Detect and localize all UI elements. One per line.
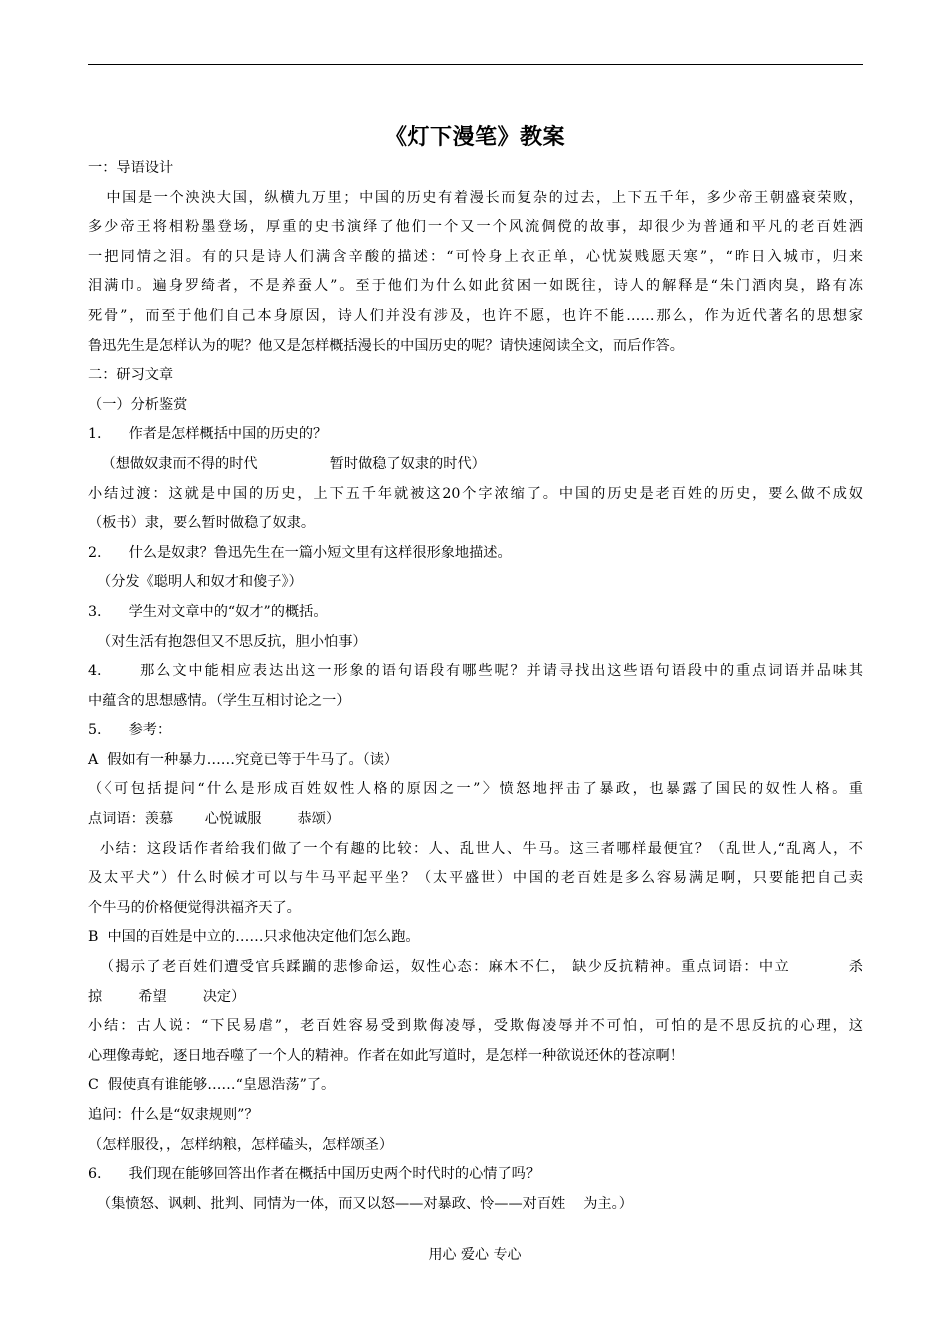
text-line: C 假使真有谁能够……“皇恩浩荡”了。 [88,1077,336,1094]
text-line: （分发《聪明人和奴才和傻子》） [88,574,303,591]
text-line: 追问：什么是“奴隶规则”？ [88,1107,259,1123]
text-line: 死骨”，而至于他们自己本身原因，诗人们并没有涉及，也许不愿，也许不能……那么，作为近代著名的思想家 [88,307,863,324]
text-line: （〈可包括提问“什么是形成百姓奴性人格的原因之一”〉愤怒地抨击了暴政，也暴露了国民的奴性人格。重 [88,781,863,798]
text-line: 1. 作者是怎样概括中国的历史的？ [88,426,328,443]
text-line: 点词语：羡慕 心悦诚服 恭颂） [88,811,341,828]
text-line: 一把同情之泪。有的只是诗人们满含辛酸的描述：“可怜身上衣正单，心忧炭贱愿天寒”，“昨日入城市，归来 [88,248,863,265]
text-line: 中蕴含的思想感情。（学生互相讨论之一） [88,692,351,709]
text-line: （揭示了老百姓们遭受官兵蹂躏的悲惨命运，奴性心态：麻木不仁， 缺少反抗精神。重点词语：中立 杀 [88,959,863,976]
header-rule [88,64,863,65]
text-line: （板书）隶，要么暂时做稳了奴隶。 [88,515,316,532]
text-line: 鲁迅先生是怎样认为的呢？他又是怎样概括漫长的中国历史的呢？请快速阅读全文，而后作答。 [88,337,684,354]
text-line: （一）分析鉴赏 [88,396,188,413]
text-line: 4. 那么文中能相应表达出这一形象的语句语段有哪些呢？并请寻找出这些语句语段中的重点词语并品味其 [88,663,863,680]
text-line: 6. 我们现在能够回答出作者在概括中国历史两个时代时的心情了吗？ [88,1166,541,1183]
text-line: 二：研习文章 [88,367,174,384]
text-line: （想做奴隶而不得的时代 暂时做稳了奴隶的时代） [88,455,486,472]
text-line: 2. 什么是奴隶？鲁迅先生在一篇小短文里有这样很形象地描述。 [88,544,512,561]
text-line: （怎样服役，，怎样纳粮，怎样磕头，怎样颂圣） [88,1136,394,1153]
text-line: 3. 学生对文章中的“奴才”的概括。 [88,603,328,620]
text-line: 多少帝王将相粉墨登场，厚重的史书演绎了他们一个又一个风流倜傥的故事，却很少为普通和平凡的老百姓洒 [88,219,863,236]
text-line: 泪满巾。遍身罗绮者，不是养蚕人”。至于他们为什么如此贫困一如既往，诗人的解释是“朱门酒肉臭，路有冻 [88,278,863,295]
text-line: 5. 参考： [88,722,172,739]
text-line: 掠 希望 决定） [88,988,246,1005]
document-body [88,154,863,1219]
text-line: 心理像毒蛇，逐日地吞噬了一个人的精神。作者在如此写道时，是怎样一种欲说还休的苍凉啊！ [88,1047,684,1064]
text-line: 一：导语设计 [88,160,174,176]
text-line: 中国是一个泱泱大国，纵横九万里；中国的历史有着漫长而复杂的过去，上下五千年，多少帝王朝盛衰荣败， [88,189,863,206]
page-footer: 用心 爱心 专心 [428,1247,522,1263]
text-line: 小结：古人说：“下民易虐”，老百姓容易受到欺侮凌辱，受欺侮凌辱并不可怕，可怕的是不思反抗的心理，这 [88,1018,863,1035]
document-title: 《灯下漫笔》教案 [384,124,565,150]
text-line: （对生活有抱怨但又不思反抗，胆小怕事） [88,633,367,650]
text-line: 及太平犬”）什么时候才可以与牛马平起平坐？（太平盛世）中国的老百姓是多么容易满足啊，只要能把自己卖 [88,870,863,887]
text-line: A 假如有一种暴力……究竟已等于牛马了。（读） [88,751,399,768]
text-line: B 中国的百姓是中立的……只求他决定他们怎么跑。 [88,929,420,946]
text-line: 小结过渡：这就是中国的历史，上下五千年就被这20个字浓缩了。中国的历史是老百姓的历史，要么做不成奴 [88,485,863,502]
text-line: 小结：这段话作者给我们做了一个有趣的比较：人、乱世人、牛马。这三者哪样最便宜？（乱世人,“乱离人，不 [88,840,863,857]
text-line: 个牛马的价格便觉得洪福齐天了。 [88,899,301,916]
text-line: （集愤怒、讽刺、批判、同情为一体，而又以怒——对暴政、怜——对百姓 为主。） [88,1195,633,1212]
